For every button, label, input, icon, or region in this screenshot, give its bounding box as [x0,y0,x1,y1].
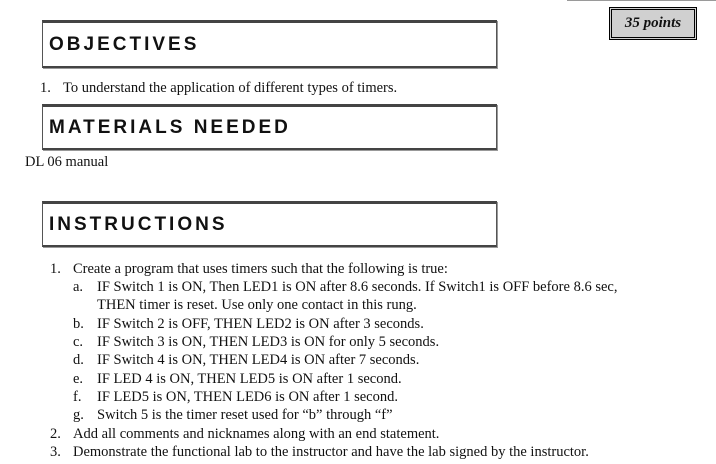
subitem-letter: f. [73,389,82,405]
instruction-text: Add all comments and nicknames along with an end statement. [73,426,440,442]
subitem-text: IF LED5 is ON, THEN LED6 is ON after 1 second. [97,389,398,405]
subitem-text: IF Switch 4 is ON, THEN LED4 is ON after 7 seconds. [97,352,420,368]
subitem-text: IF Switch 1 is ON, Then LED1 is ON after 8.6 seconds. If Switch1 is OFF before 8.6 sec, [97,279,618,295]
instruction-number: 1. [50,261,61,277]
objectives-heading: OBJECTIVES [49,33,200,55]
corner-rule [567,0,716,1]
materials-heading: MATERIALS NEEDED [49,116,291,138]
subitem-text-continued: THEN timer is reset. Use only one contact in this rung. [97,297,417,313]
objectives-header [42,20,497,68]
materials-header [42,104,497,150]
instruction-number: 2. [50,426,61,442]
subitem-letter: g. [73,407,84,423]
subitem-letter: c. [73,334,84,350]
instruction-text: Create a program that uses timers such that the following is true: [73,261,448,277]
instructions-header [42,201,497,247]
instructions-heading: INSTRUCTIONS [49,213,228,235]
instruction-text: Demonstrate the functional lab to the instructor and have the lab signed by the instructor. [73,444,589,460]
points-badge: 35 points [609,7,697,40]
objective-number: 1. [40,80,51,96]
materials-text: DL 06 manual [25,154,109,170]
subitem-text: Switch 5 is the timer reset used for “b” through “f” [97,407,393,423]
subitem-letter: d. [73,352,84,368]
subitem-text: IF Switch 3 is ON, THEN LED3 is ON for only 5 seconds. [97,334,440,350]
subitem-letter: e. [73,371,84,387]
instruction-number: 3. [50,444,61,460]
subitem-letter: a. [73,279,84,295]
objective-text: To understand the application of different types of timers. [63,80,398,96]
subitem-text: IF Switch 2 is OFF, THEN LED2 is ON after 3 seconds. [97,316,424,332]
subitem-letter: b. [73,316,84,332]
subitem-text: IF LED 4 is ON, THEN LED5 is ON after 1 second. [97,371,402,387]
